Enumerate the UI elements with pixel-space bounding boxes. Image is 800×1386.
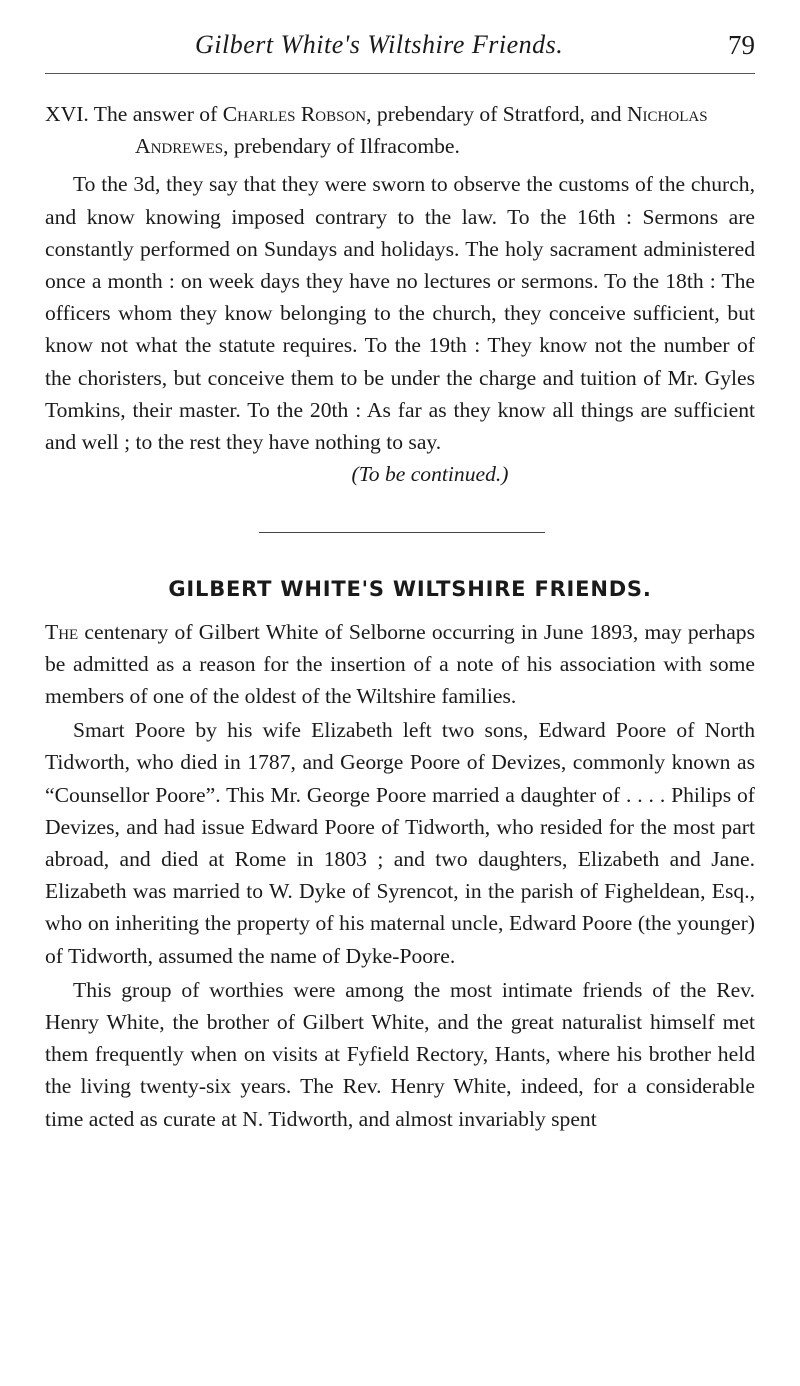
running-title: Gilbert White's Wiltshire Friends. [195, 30, 564, 59]
article-paragraph-3: This group of worthies were among the most intimate friends of the Rev. Henry White, the brother of Gilbert White, and the great naturalist himself met them frequently when on visits at Fyfield Rectory, Hants, where his brother held the living twenty-six years. The Rev. Henry White, indeed, for a considerable time acted as curate at N. Tidworth, and almost invariably spent [45, 977, 755, 1131]
section-xvi-paragraph: To the 3d, they say that they were sworn to observe the customs of the church, and know knowing imposed contrary to the law. To the 16th : Sermons are constantly performed on Sundays and holidays. The holy sacrament administered once a month : on week days they have no lectures or sermons. To the 18th : The officers whom they know belonging to the church, they conceive sufficient, but know not what the statute requires. To the 19th : They know not the number of the choristers, but conceive them to be under the charge and tuition of Mr. Gyles Tomkins, their master. To the 20th : As far as they know all things are sufficient and well ; to the rest they have nothing to say. [45, 172, 755, 455]
article-title: GILBERT WHITE'S WILTSHIRE FRIENDS. [168, 577, 652, 602]
header-rule [45, 73, 755, 74]
running-head [45, 26, 755, 66]
article-paragraph-2: Smart Poore by his wife Elizabeth left two sons, Edward Poore of North Tidworth, who died in 1787, and George Poore of Devizes, commonly known as “Counsellor Poore”. This Mr. George Poore married a daughter of . . . . Philips of Devizes, and had issue Edward Poore of Tidworth, who resided for the most part abroad, and died at Rome in 1803 ; and two daughters, Elizabeth and Jane. Elizabeth was married to W. Dyke of Syrencot, in the parish of Figheldean, Esq., who on inheriting the property of his maternal uncle, Edward Poore (the younger) of Tidworth, assumed the name of Dyke-Poore. [45, 718, 755, 968]
person-name: Nicholas Andrewes [135, 102, 708, 159]
page-body [45, 98, 755, 1135]
to-be-continued: (To be continued.) [351, 462, 509, 487]
page-number: 79 [728, 30, 755, 60]
article-paragraph-1: The centenary of Gilbert White of Selborne occurring in June 1893, may perhaps be admitted as a reason for the insertion of a note of his association with some members of one of the oldest of the Wiltshire families. [45, 619, 755, 709]
lead-word: The [45, 619, 79, 644]
person-name: Charles Robson [222, 102, 367, 126]
section-heading-xvi: XVI. The answer of Charles Robson, prebendary of Stratford, and Nicholas Andrewes, prebendary of Ilfracombe. [45, 102, 708, 159]
section-divider [259, 532, 545, 533]
